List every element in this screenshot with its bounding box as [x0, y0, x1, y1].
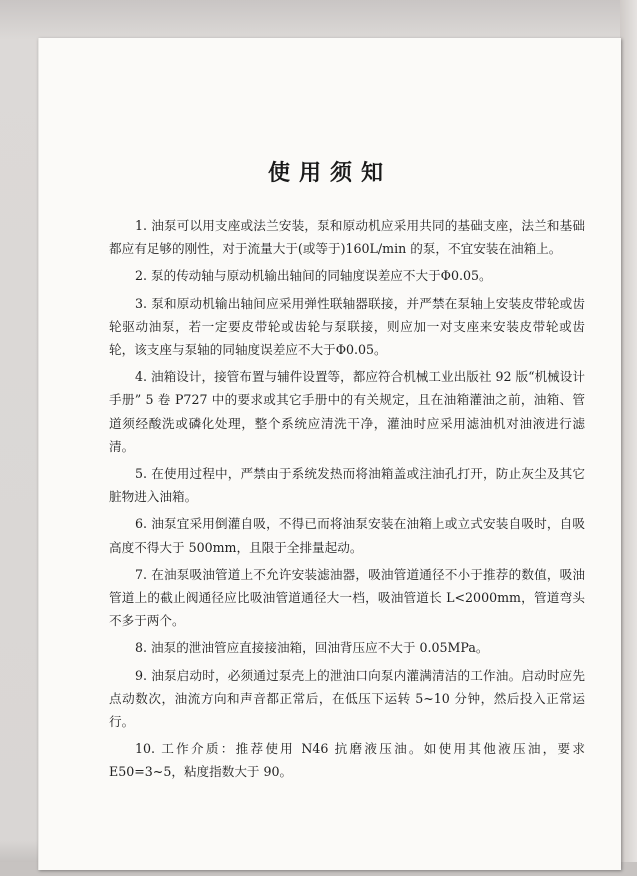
paragraph-2: 2. 泵的传动轴与原动机输出轴间的同轴度误差应不大于Φ0.05。 — [135, 268, 492, 284]
paragraph-9: 9. 油泵启动时，必须通过泵壳上的泄油口向泵内灌满清洁的工作油。启动时应先点动数次，油流方向和声音都正常后，在低压下运转 5~10 分钟，然后投入正常运行。 — [109, 667, 585, 730]
paragraph-7: 7. 在油泵吸油管道上不允许安装滤油器，吸油管道通径不小于推荐的数值，吸油管道上的截止阀通径应比吸油管道通径大一档，吸油管道长 L<2000mm，管道弯头不多于两个。 — [109, 566, 585, 629]
paragraph-8: 8. 油泵的泄油管应直接接油箱，回油背压应不大于 0.05MPa。 — [135, 640, 489, 656]
paragraph-1: 1. 油泵可以用支座或法兰安装，泵和原动机应采用共同的基础支座，法兰和基础都应有足够的刚性，对于流量大于(或等于)160L/min 的泵，不宜安装在油箱上。 — [109, 218, 585, 257]
document-body — [109, 214, 585, 788]
scanner-right-edge — [620, 0, 637, 876]
document-title: 使用须知 — [267, 160, 392, 186]
paragraph-3: 3. 泵和原动机输出轴间应采用弹性联轴器联接，并严禁在泵轴上安装皮带轮或齿轮驱动油泵，若一定要皮带轮或齿轮与泵联接，则应加一对支座来安装皮带轮或齿轮，该支座与泵轴的同轴度误差应不大于Φ0.05。 — [109, 295, 585, 358]
paragraph-6: 6. 油泵宜采用倒灌自吸，不得已而将油泵安装在油箱上或立式安装自吸时，自吸高度不得大于 500mm，且限于全排量起动。 — [109, 516, 585, 555]
paper-sheet — [38, 38, 621, 870]
paragraph-4: 4. 油箱设计，接管布置与辅件设置等，都应符合机械工业出版社 92 版“机械设计手册” 5 卷 P727 中的要求或其它手册中的有关规定，且在油箱灌油之前，油箱、管道须经酸洗或磷化处理，整个系统应清洗干净，灌油时应采用滤油机对油液进行滤清。 — [109, 369, 585, 454]
paragraph-5: 5. 在使用过程中，严禁由于系统发热而将油箱盖或注油孔打开，防止灰尘及其它脏物进入油箱。 — [109, 466, 585, 505]
paragraph-10: 10. 工作介质：推荐使用 N46 抗磨液压油。如使用其他液压油，要求 E50=3~5，粘度指数大于 90。 — [109, 741, 585, 780]
